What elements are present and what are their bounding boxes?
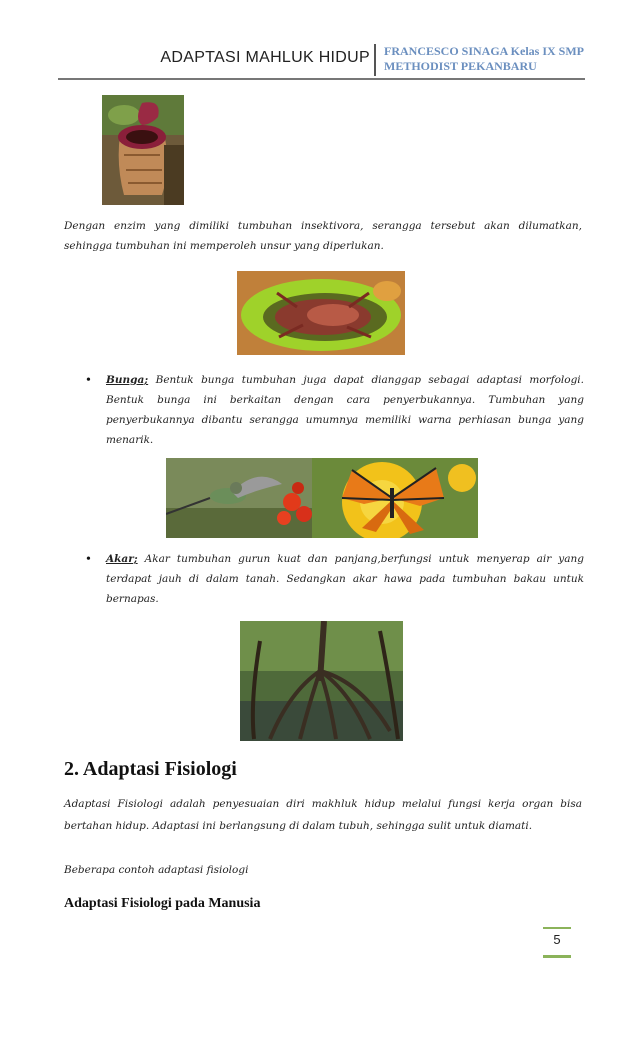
bullet-bunga <box>106 370 584 450</box>
hummingbird-image <box>166 458 312 538</box>
pitcher-plant-image <box>102 95 184 205</box>
bullet-text: Akar tumbuhan gurun kuat dan panjang,berfungsi untuk menyerap air yang terdapat jauh di dalam tanah. Sedangkan akar hawa pada tumbuhan bakau untuk bernapas. <box>106 553 584 605</box>
bullet-marker: • <box>86 552 91 567</box>
header-rule <box>58 78 585 80</box>
document-title: ADAPTASI MAHLUK HIDUP <box>160 49 370 66</box>
bullet-term: Akar; <box>106 553 138 565</box>
header-separator <box>374 44 376 76</box>
bullet-term: Bunga; <box>106 374 149 386</box>
bullet-text: Bentuk bunga tumbuhan juga dapat dianggap sebagai adaptasi morfologi. Bentuk bunga ini berkaitan dengan cara penyerbukannya. Tumbuhan yang penyerbukannya dibantu serangga umumnya memiliki warna perhiasan bunga yang menarik. <box>106 374 584 446</box>
author-line-2: METHODIST PEKANBARU <box>384 59 537 73</box>
examples-line: Beberapa contoh adaptasi fisiologi <box>64 864 249 876</box>
bullet-marker: • <box>86 373 91 388</box>
author-line-1: FRANCESCO SINAGA Kelas IX SMP <box>384 44 585 58</box>
butterfly-sunflower-image <box>312 458 478 538</box>
bullet-akar <box>106 549 584 609</box>
enzyme-paragraph: Dengan enzim yang dimiliki tumbuhan insektivora, serangga tersebut akan dilumatkan, sehingga tumbuhan ini memperoleh unsur yang diperlukan. <box>64 220 582 252</box>
subsection-title: Adaptasi Fisiologi pada Manusia <box>64 896 261 911</box>
page-number: 5 <box>543 927 571 958</box>
insect-in-pitcher-image <box>237 271 405 355</box>
section-title: 2. Adaptasi Fisiologi <box>64 758 237 780</box>
author-info <box>384 44 584 74</box>
section-intro: Adaptasi Fisiologi adalah penyesuaian diri makhluk hidup melalui fungsi kerja organ bisa bertahan hidup. Adaptasi ini berlangsung di dalam tubuh, sehingga sulit untuk diamati. <box>64 798 582 832</box>
mangrove-roots-image <box>240 621 403 741</box>
